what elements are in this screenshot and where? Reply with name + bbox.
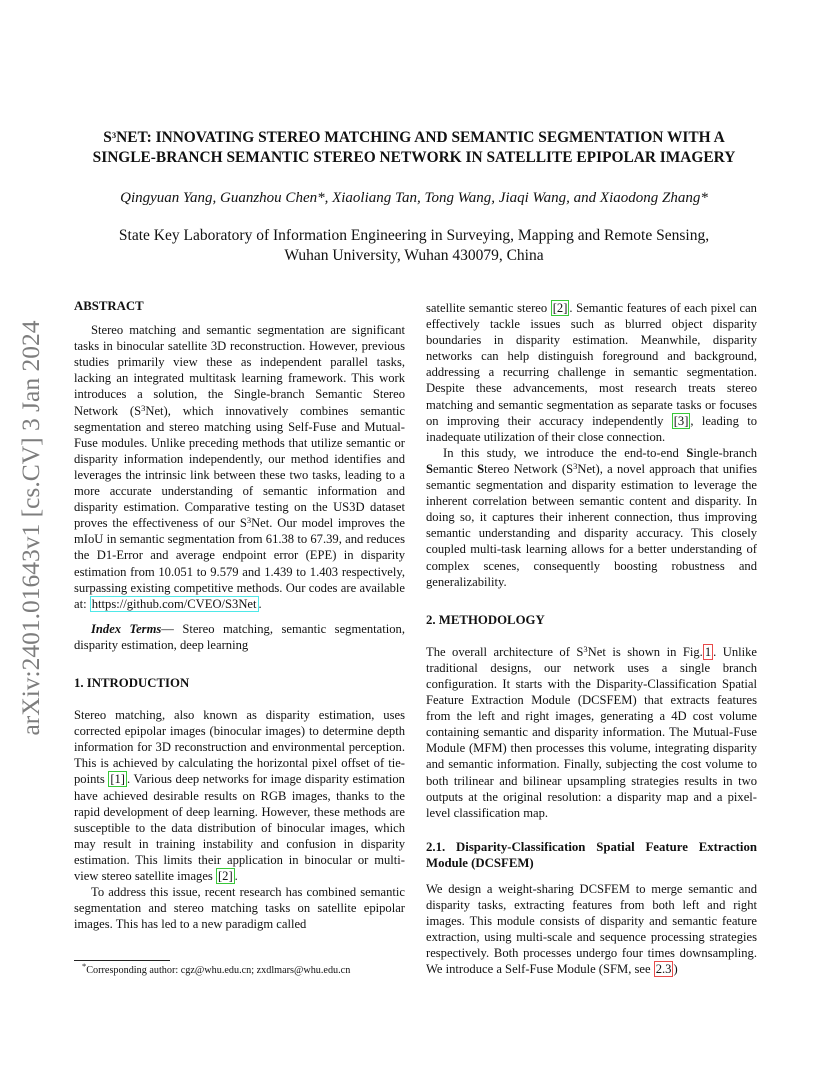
index-terms: Index Terms— Stereo matching, semantic segmentation, disparity estimation, deep learning xyxy=(74,621,405,652)
arxiv-sidebar xyxy=(14,298,48,758)
subsection-heading: 2.1. Disparity-Classification Spatial Feature Extraction Module (DCSFEM) xyxy=(426,839,757,870)
arxiv-id: arXiv:2401.01643v1 [cs.CV] 3 Jan 2024 xyxy=(16,320,45,736)
abstract-body: Stereo matching and semantic segmentation are significant tasks in binocular satellite 3D reconstruction. However, previous studies primarily view these as independent parallel tasks, lacking an integrated multitask learning framework. This work introduces a solution, the Single-branch Semantic Stereo Network $(S^3Net)$, which innovatively combines semantic segmentation and stereo matching using Self-Fuse and Mutual-Fuse modules. Unlike preceding methods that utilize semantic or disparity information independently, our method identifies and leverages the intrinsic link between these two tasks, leading to a more accurate understanding of semantic information and disparity estimation. Comparative testing on the US3D dataset proves the effectiveness of our $S^3Net$. Our model improves the mIoU in semantic segmentation from 61.38 to 67.39, and reduces the D1-Error and average endpoint error (EPE) in disparity estimation from 10.051 to 9.579 and 1.439 to 1.403 respectively, surpassing existing competitive methods. Our codes are available at: https://github.com/CVEO/S3Net . xyxy=(74,323,405,611)
affiliation-line: State Key Laboratory of Information Engineering in Surveying, Mapping and Remote Sensing, xyxy=(118,227,710,244)
figure-link[interactable]: 1 xyxy=(704,644,712,659)
section-link[interactable]: 2.3 xyxy=(655,962,672,977)
title-superscript: 3 xyxy=(111,130,117,140)
paper-title xyxy=(40,128,788,167)
title-text: SINGLE-BRANCH SEMANTIC STEREO NETWORK IN SATELLITE EPIPOLAR IMAGERY xyxy=(92,148,736,166)
abstract-heading: ABSTRACT xyxy=(74,299,144,313)
citation-link[interactable]: [1] xyxy=(110,772,125,787)
intro-paragraph: In this study, we introduce the end-to-end Single-branch Semantic Stereo Network $(S^3Net)$, a novel approach that unifies semantic segmentation and disparity estimation to leverage the inherent correlation between semantic content and disparity. In doing so, it captures their inherent connection, thus improving semantic understanding and disparity accuracy. This closely coupled multi-task learning allows for a better understanding of complex scenes, consequently boosting robustness and generalizability. xyxy=(426,445,757,589)
citation-link[interactable]: [2] xyxy=(217,869,233,883)
citation-link[interactable]: [2] xyxy=(552,301,568,315)
right-column xyxy=(426,300,757,977)
footnote-divider xyxy=(74,960,170,961)
intro-paragraph: To address this issue, recent research has combined semantic segmentation and stereo matching tasks on satellite epipolar images. This has led to a new paradigm called xyxy=(74,885,405,932)
index-terms-text: Stereo matching, semantic segmentation, disparity estimation, deep learning xyxy=(74,621,405,652)
footnote: *Corresponding author: cgz@whu.edu.cn; zxdlmars@whu.edu.cn xyxy=(82,961,351,976)
intro-continued: satellite semantic stereo [2] . Semantic features of each pixel can effectively tackle issues such as blurred object disparity boundaries in disparity estimation. Meanwhile, disparity networks can help distinguish foreground and background, addressing a recurring challenge in semantic segmentation. Despite these advancements, most research treats stereo matching and semantic segmentation as separate tasks or focuses on improving their accuracy independently [3] , leading to inadequate utilization of their close connection. xyxy=(426,301,757,444)
index-terms-label: Index Terms xyxy=(91,621,162,636)
author-list: Qingyuan Yang, Guanzhou Chen*, Xiaoliang Tan, Tong Wang, Jiaqi Wang, and Xiaodong Zhang* xyxy=(120,190,708,206)
title-text: S xyxy=(103,129,112,146)
left-column xyxy=(74,298,405,932)
affiliation-line: Wuhan University, Wuhan 430079, China xyxy=(284,247,544,264)
methodology-paragraph: We design a weight-sharing DCSFEM to merge semantic and disparity tasks, extracting features from both left and right images. This module consists of disparity and semantic feature extraction, using multi-scale and sequence processing strategies respectively. Both processes undergo four times downsampling. We introduce a Self-Fuse Module (SFM, see 2.3 ) xyxy=(426,881,757,977)
intro-paragraph: Stereo matching, also known as disparity estimation, uses corrected epipolar images (binocular images) to determine depth information for 3D reconstruction and environmental perception. This is achieved by calculating the horizontal pixel offset of tie-points [1] . Various deep networks for image disparity estimation have achieved desirable results on RGB images, thanks to the rapid development of deep learning. However, these methods are susceptible to the data distribution of binocular images, which may result in training instability and confusion in disparity estimation. This limits their application in binocular or multi-view stereo satellite images [2] . xyxy=(74,708,405,883)
title-text: NET: INNOVATING STEREO MATCHING AND SEMANTIC SEGMENTATION WITH A xyxy=(116,129,725,146)
citation-link[interactable]: [3] xyxy=(673,413,689,428)
affiliation xyxy=(40,226,788,266)
methodology-heading: 2. METHODOLOGY xyxy=(426,612,545,627)
intro-heading: 1. INTRODUCTION xyxy=(74,675,190,690)
methodology-paragraph: The overall architecture of $S^3Net$ is shown in Fig. 1 . Unlike traditional designs, our network uses a single branch configuration. It starts with the Disparity-Classification Spatial Feature Extraction Module (DCSFEM) that extracts features from the left and right images, generating a 4D cost volume containing semantic and disparity information. The Mutual-Fuse Module (MFM) then processes this volume, integrating disparity and semantic information. Finally, subjecting the cost volume to both trilinear and bilinear upsampling strategies results in two outputs at the original resolution: a disparity map and a pixel-level classification map. xyxy=(426,643,758,820)
code-link[interactable]: https://github.com/CVEO/S3Net xyxy=(91,596,257,611)
